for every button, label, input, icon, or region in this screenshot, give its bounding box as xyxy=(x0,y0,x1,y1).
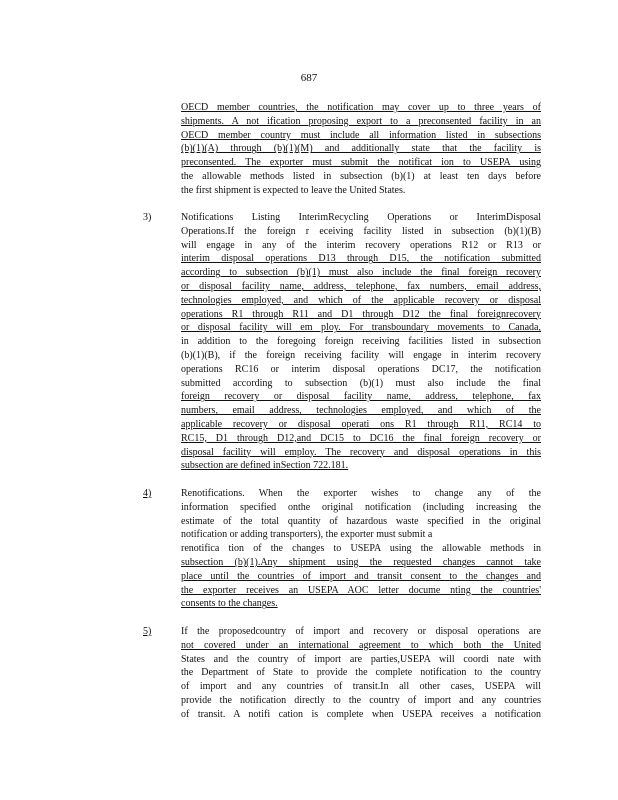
text-line: numbers, email address, technologies employed, and which of the xyxy=(181,405,541,417)
text-line: of transit. A notifi cation is complete when USEPA receives a notification xyxy=(181,708,541,720)
text-line: shipments. A not ification proposing export to a preconsented facility in an xyxy=(181,115,541,127)
page-number: 687 xyxy=(300,72,318,84)
text-line: applicable recovery or disposal operati ons R1 through R11, RC14 to xyxy=(181,418,541,430)
item-3-paragraph xyxy=(181,211,541,473)
text-line: foreign recovery or disposal facility name, address, telephone, fax xyxy=(181,391,541,403)
text-line: If the proposedcountry of import and recovery or disposal operations are xyxy=(181,626,541,637)
text-line: of import and any countries of transit.In all other cases, USEPA will xyxy=(181,681,541,693)
text-line: will engage in any of the interim recovery operations R12 or R13 or xyxy=(181,239,541,251)
text-line: notification or adding transporters), the exporter must submit a xyxy=(181,529,433,541)
text-line: information specified onthe original notification (including increasing the xyxy=(181,501,541,513)
text-line: OECD member country must include all information listed in subsections xyxy=(181,129,541,141)
item-4-marker: 4) xyxy=(143,488,152,499)
text-line: place until the countries of import and transit consent to the changes and xyxy=(181,570,541,582)
text-line: in addition to the foregoing foreign receiving facilities listed in subsection xyxy=(181,336,541,348)
text-line: or disposal facility name, address, telephone, fax numbers, email address, xyxy=(181,280,541,292)
text-line: renotifica tion of the changes to USEPA using the allowable methods in xyxy=(181,543,541,555)
text-line: the allowable methods listed in subsection (b)(1) at least ten days before xyxy=(181,170,541,182)
text-line: operations R1 through R11 and D1 through D12 the final foreignrecovery xyxy=(181,308,541,320)
text-line: according to subsection (b)(1) must also include the final foreign recovery xyxy=(181,267,541,279)
text-line: technologies employed, and which of the applicable recovery or disposal xyxy=(181,294,541,306)
item-5-marker: 5) xyxy=(143,626,152,637)
text-line: (b)(1)(A) through (b)(1)(M) and additionally state that the facility is xyxy=(181,143,541,155)
text-line: estimate of the total quantity of hazardous waste specified in the original xyxy=(181,515,541,527)
text-line: States and the country of import are parties,USEPA will coordi nate with xyxy=(181,653,541,665)
text-line: or disposal facility will em ploy. For transboundary movements to Canada, xyxy=(181,322,541,334)
item-5-paragraph xyxy=(181,625,541,722)
text-line: disposal facility will employ. The recovery and disposal operations in this xyxy=(181,446,541,458)
text-line: consents to the changes. xyxy=(181,598,278,610)
text-line: operations RC16 or interim disposal operations DC17, the notification xyxy=(181,363,541,375)
text-line: not covered under an international agreement to which both the United xyxy=(181,639,541,651)
text-line: preconsented. The exporter must submit the notificat ion to USEPA using xyxy=(181,157,541,169)
item-3-marker: 3) xyxy=(143,212,152,223)
text-line: subsection (b)(1).Any shipment using the requested changes cannot take xyxy=(181,556,541,568)
text-line: (b)(1)(B), if the foreign receiving facility will engage in interim recovery xyxy=(181,349,541,361)
text-line: OECD member countries, the notification may cover up to three years of xyxy=(181,102,541,113)
text-line: interim disposal operations D13 through D15, the notification submitted xyxy=(181,253,541,265)
text-line: submitted according to subsection (b)(1) must also include the final xyxy=(181,377,541,389)
text-line: provide the notification directly to the country of import and any countries xyxy=(181,694,541,706)
text-line: the first shipment is expected to leave the United States. xyxy=(181,184,406,196)
text-line: Renotifications. When the exporter wishes to change any of the xyxy=(181,488,541,499)
item-4-paragraph xyxy=(181,487,541,611)
text-line: the exporter receives an USEPA AOC letter docume nting the countries' xyxy=(181,584,541,596)
text-line: the Department of State to provide the complete notification to the country xyxy=(181,667,541,679)
text-line: Notifications Listing InterimRecycling Operations or InterimDisposal xyxy=(181,212,541,223)
text-line: RC15, D1 through D12,and DC15 to DC16 the final foreign recovery or xyxy=(181,432,541,444)
continuation-paragraph xyxy=(181,101,541,198)
text-line: Operations.If the foreign r eceiving facility listed in subsection (b)(1)(B) xyxy=(181,225,541,237)
text-line: subsection are defined inSection 722.181. xyxy=(181,460,349,472)
